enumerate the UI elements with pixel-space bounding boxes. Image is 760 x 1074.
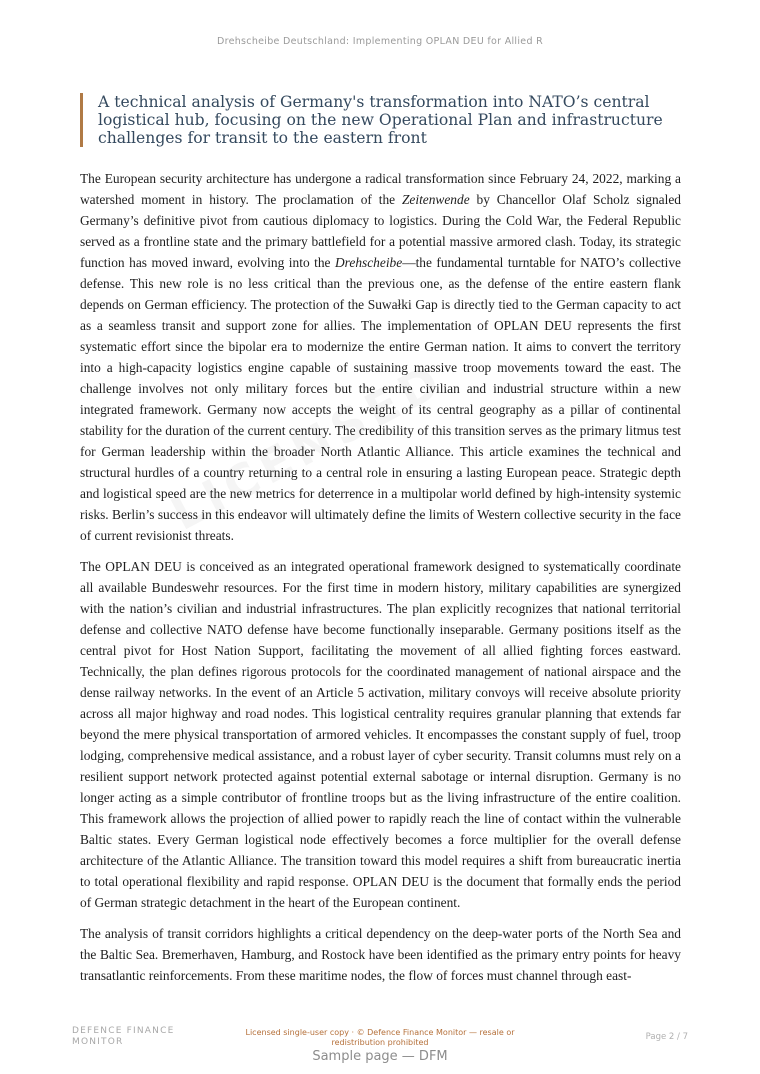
- term-drehscheibe: Drehscheibe: [335, 255, 403, 270]
- running-header: Drehscheibe Deutschland: Implementing OPLAN DEU for Allied R: [216, 36, 544, 47]
- body-paragraph-3: The analysis of transit corridors highlights a critical dependency on the deep-water ports of the North Sea and the Baltic Sea. Bremerhaven, Hamburg, and Rostock have been identified as the primary entry points for heavy transatlantic reinforcements. From these maritime nodes, the flow of forces must channel through east-: [80, 926, 681, 983]
- page-number: Page 2 / 7: [645, 1032, 688, 1042]
- term-zeitenwende: Zeitenwende: [401, 192, 470, 207]
- paragraph-1-text: The European security architecture has undergone a radical transformation since February 24, 2022, marking a watershed moment in history. The proclamation of the: [80, 171, 681, 207]
- footer-brand: DEFENCE FINANCE MONITOR: [72, 1026, 175, 1047]
- body-paragraph-2: The OPLAN DEU is conceived as an integrated operational framework designed to systematically coordinate all available Bundeswehr resources. For the first time in modern history, military capabilities are synergized with the nation’s civilian and industrial infrastructures. The plan explicitly recognizes that national territorial defense and collective NATO defense have become functionally inseparable. Germany positions itself as the central pivot for Host Nation Support, facilitating the movement of all allied fighting forces eastward. Technically, the plan defines rigorous protocols for the coordinated management of national airspace and the dense railway networks. In the event of an Article 5 activation, military convoys will receive absolute priority across all major highway and road nodes. This logistical centrality requires granular planning that extends far beyond the mere physical transportation of armored vehicles. It encompasses the constant supply of fuel, troop lodging, comprehensive medical assistance, and a robust layer of cyber security. Transit columns must rely on a resilient support network protected against potential external sabotage or internal disruption. Germany is no longer acting as a simple contributor of frontline troops but as the living infrastructure of the entire coalition. This framework allows the projection of allied power to rapidly reach the line of contact within the vulnerable Baltic states. Every German logistical node effectively becomes a force multiplier for the overall defense architecture of the Atlantic Alliance. The transition toward this model requires a shift from bureaucratic inertia to total operational flexibility and rapid response. OPLAN DEU is the document that formally ends the period of German strategic detachment in the heart of the European continent.: [80, 559, 681, 910]
- paragraph-1-text: by Chancellor Olaf Scholz signaled Germany’s definitive pivot from cautious diplomacy to logistics. During the Cold War, the Federal Republic served as a frontline state and the primary battlefield for a potential massive armored clash. Today, its strategic function has moved inward, evolving into the: [80, 192, 681, 270]
- article-body: [80, 168, 681, 986]
- paragraph-1-text: —the fundamental turntable for NATO’s collective defense. This new role is no less critical than the previous one, as the defense of the entire eastern flank depends on German efficiency. The protection of the Suwałki Gap is directly tied to the German capacity to act as a seamless transit and support zone for allies. The implementation of OPLAN DEU represents the first systematic effort since the bipolar era to modernize the entire German nation. It aims to convert the territory into a high-capacity logistics engine capable of sustaining massive troop movements toward the east. The challenge involves not only military forces but the entire civilian and industrial structure within a new integrated framework. Germany now accepts the weight of its central geography as a pillar of continental stability for the duration of the current century. The credibility of this transition serves as the primary litmus test for German leadership within the broader North Atlantic Alliance. This article examines the technical and structural hurdles of a country returning to a central role in ensuring a lasting European peace. Strategic depth and logistical speed are the new metrics for deterrence in a multipolar world defined by high-intensity systemic risks. Berlin’s success in this endeavor will ultimately define the limits of Western collective security in the face of current revisionist threats.: [80, 255, 682, 543]
- body-paragraph-1: [80, 168, 681, 546]
- lede-pullquote: A technical analysis of Germany's transformation into NATO’s central logistical hub, focusing on the new Operational Plan and infrastructure challenges for transit to the eastern front: [80, 93, 678, 147]
- sample-page-tag: Sample page — DFM: [312, 1049, 448, 1064]
- footer-license-notice: Licensed single-user copy · © Defence Finance Monitor — resale or redistribution prohibited: [245, 1028, 515, 1047]
